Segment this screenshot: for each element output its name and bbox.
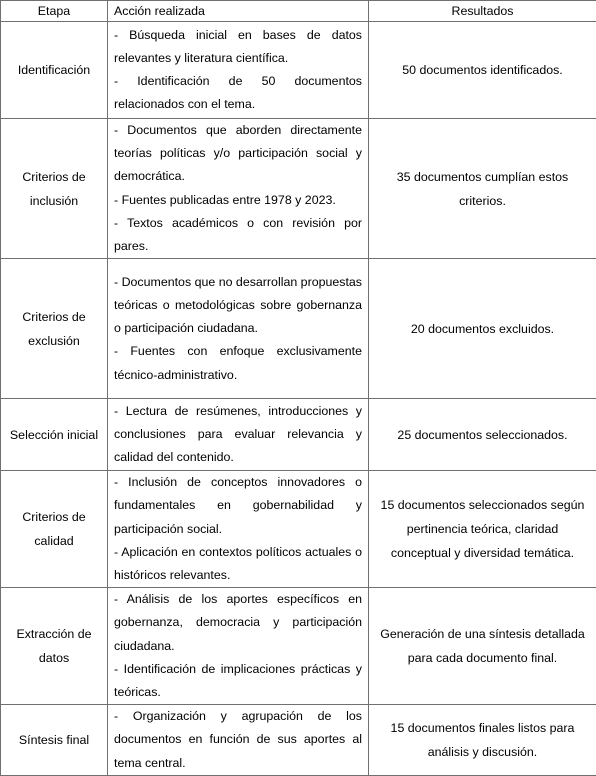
etapa-cell: Criterios de calidad [1, 471, 108, 588]
accion-cell [108, 471, 369, 588]
header-accion: Acción realizada [108, 1, 369, 22]
accion-cell [108, 119, 369, 259]
header-etapa: Etapa [1, 1, 108, 22]
accion-cell [108, 22, 369, 119]
etapa-cell: Síntesis final [1, 705, 108, 776]
table-row [1, 471, 596, 588]
table-row [1, 705, 596, 776]
resultado-cell: Generación de una síntesis detallada para cada documento final. [369, 588, 596, 705]
accion-item: - Lectura de resúmenes, introducciones y conclusiones para evaluar relevancia y calidad del contenido. [114, 400, 362, 470]
table-row [1, 259, 596, 399]
accion-item: - Identificación de 50 documentos relacionados con el tema. [114, 70, 362, 116]
accion-cell [108, 705, 369, 776]
etapa-cell: Extracción de datos [1, 588, 108, 705]
accion-cell [108, 259, 369, 399]
accion-item: - Fuentes con enfoque exclusivamente técnico-administrativo. [114, 340, 362, 386]
accion-item: - Inclusión de conceptos innovadores o fundamentales en gobernabilidad y participación social. [114, 471, 362, 541]
accion-item: - Aplicación en contextos políticos actuales o históricos relevantes. [114, 541, 362, 587]
table-header-row [1, 1, 596, 22]
etapa-cell: Criterios de exclusión [1, 259, 108, 399]
etapa-cell: Criterios de inclusión [1, 119, 108, 259]
resultado-cell: 15 documentos seleccionados según pertinencia teórica, claridad conceptual y diversidad temática. [369, 471, 596, 588]
accion-item: - Análisis de los aportes específicos en gobernanza, democracia y participación ciudadana. [114, 588, 362, 658]
accion-item: - Textos académicos o con revisión por pares. [114, 212, 362, 258]
etapa-cell: Identificación [1, 22, 108, 119]
accion-cell [108, 588, 369, 705]
table-row [1, 22, 596, 119]
resultado-cell: 35 documentos cumplían estos criterios. [369, 119, 596, 259]
table-row [1, 399, 596, 471]
accion-item: - Organización y agrupación de los documentos en función de sus aportes al tema central. [114, 705, 362, 775]
resultado-cell: 25 documentos seleccionados. [369, 399, 596, 471]
resultado-cell: 15 documentos finales listos para análisis y discusión. [369, 705, 596, 776]
resultado-cell: 20 documentos excluidos. [369, 259, 596, 399]
table-row [1, 119, 596, 259]
resultado-cell: 50 documentos identificados. [369, 22, 596, 119]
accion-item: - Identificación de implicaciones prácticas y teóricas. [114, 658, 362, 704]
table-row [1, 588, 596, 705]
accion-cell [108, 399, 369, 471]
accion-item: - Documentos que no desarrollan propuestas teóricas o metodológicas sobre gobernanza o participación ciudadana. [114, 271, 362, 341]
accion-item: - Documentos que aborden directamente teorías políticas y/o participación social y democrática. [114, 119, 362, 189]
accion-item: - Fuentes publicadas entre 1978 y 2023. [114, 189, 362, 212]
header-resultados: Resultados [369, 1, 596, 22]
accion-item: - Búsqueda inicial en bases de datos relevantes y literatura científica. [114, 24, 362, 70]
etapa-cell: Selección inicial [1, 399, 108, 471]
